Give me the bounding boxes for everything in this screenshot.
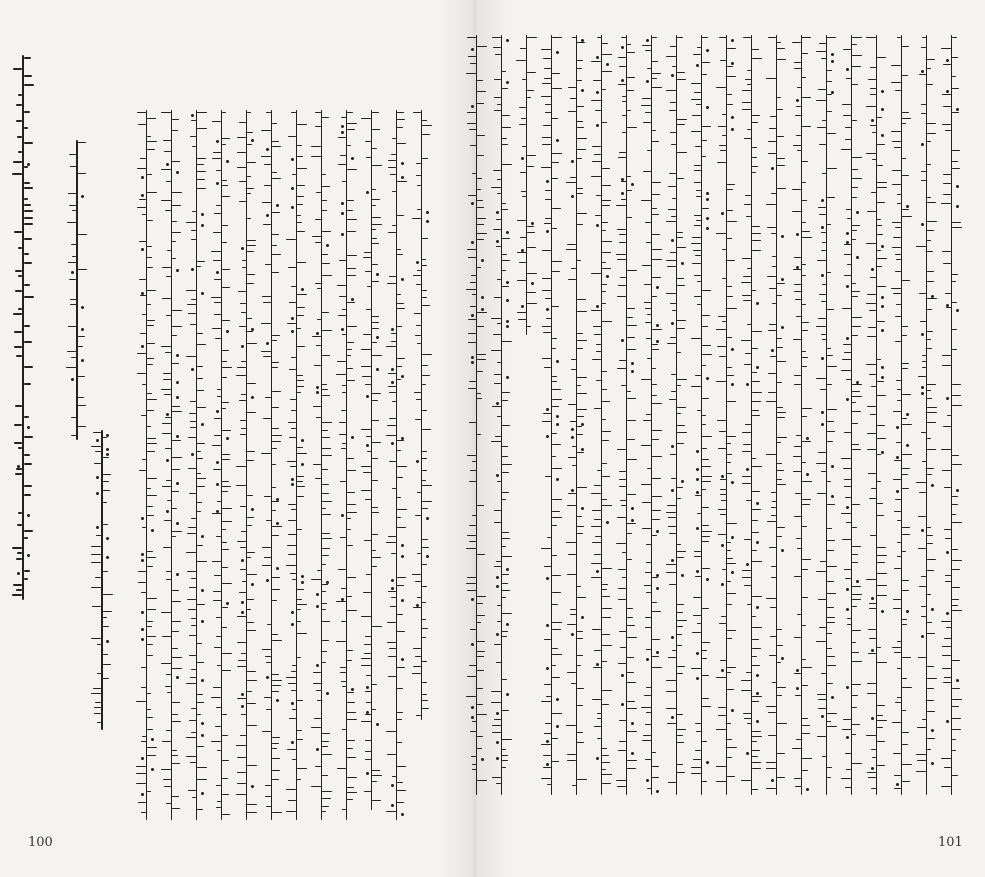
text-column — [16, 55, 30, 600]
text-column — [870, 35, 884, 795]
text-column — [190, 110, 204, 820]
text-column — [470, 35, 484, 795]
text-column — [365, 110, 379, 810]
text-column — [570, 35, 584, 795]
text-column — [290, 110, 304, 820]
text-column — [495, 35, 509, 795]
text-column — [945, 35, 959, 795]
text-column — [140, 110, 154, 820]
text-column — [70, 140, 84, 440]
text-column — [920, 35, 934, 795]
text-column — [415, 110, 429, 720]
text-column — [240, 110, 254, 820]
text-column — [315, 110, 329, 820]
text-column — [645, 35, 659, 795]
text-column — [520, 35, 534, 335]
text-column — [165, 110, 179, 820]
text-column — [545, 35, 559, 795]
text-column — [895, 35, 909, 795]
text-column — [845, 35, 859, 795]
text-column — [620, 35, 634, 795]
text-column — [795, 35, 809, 795]
text-column — [95, 430, 109, 730]
text-column — [695, 35, 709, 795]
text-column — [595, 35, 609, 795]
text-column — [215, 110, 229, 820]
text-column — [745, 35, 759, 795]
left-page-number: 100 — [28, 835, 53, 850]
text-column — [670, 35, 684, 795]
text-column — [770, 35, 784, 795]
text-column — [340, 110, 354, 820]
text-column — [390, 110, 404, 820]
text-column — [820, 35, 834, 795]
right-page-number: 101 — [938, 835, 963, 850]
text-column — [265, 110, 279, 820]
text-column — [720, 35, 734, 795]
